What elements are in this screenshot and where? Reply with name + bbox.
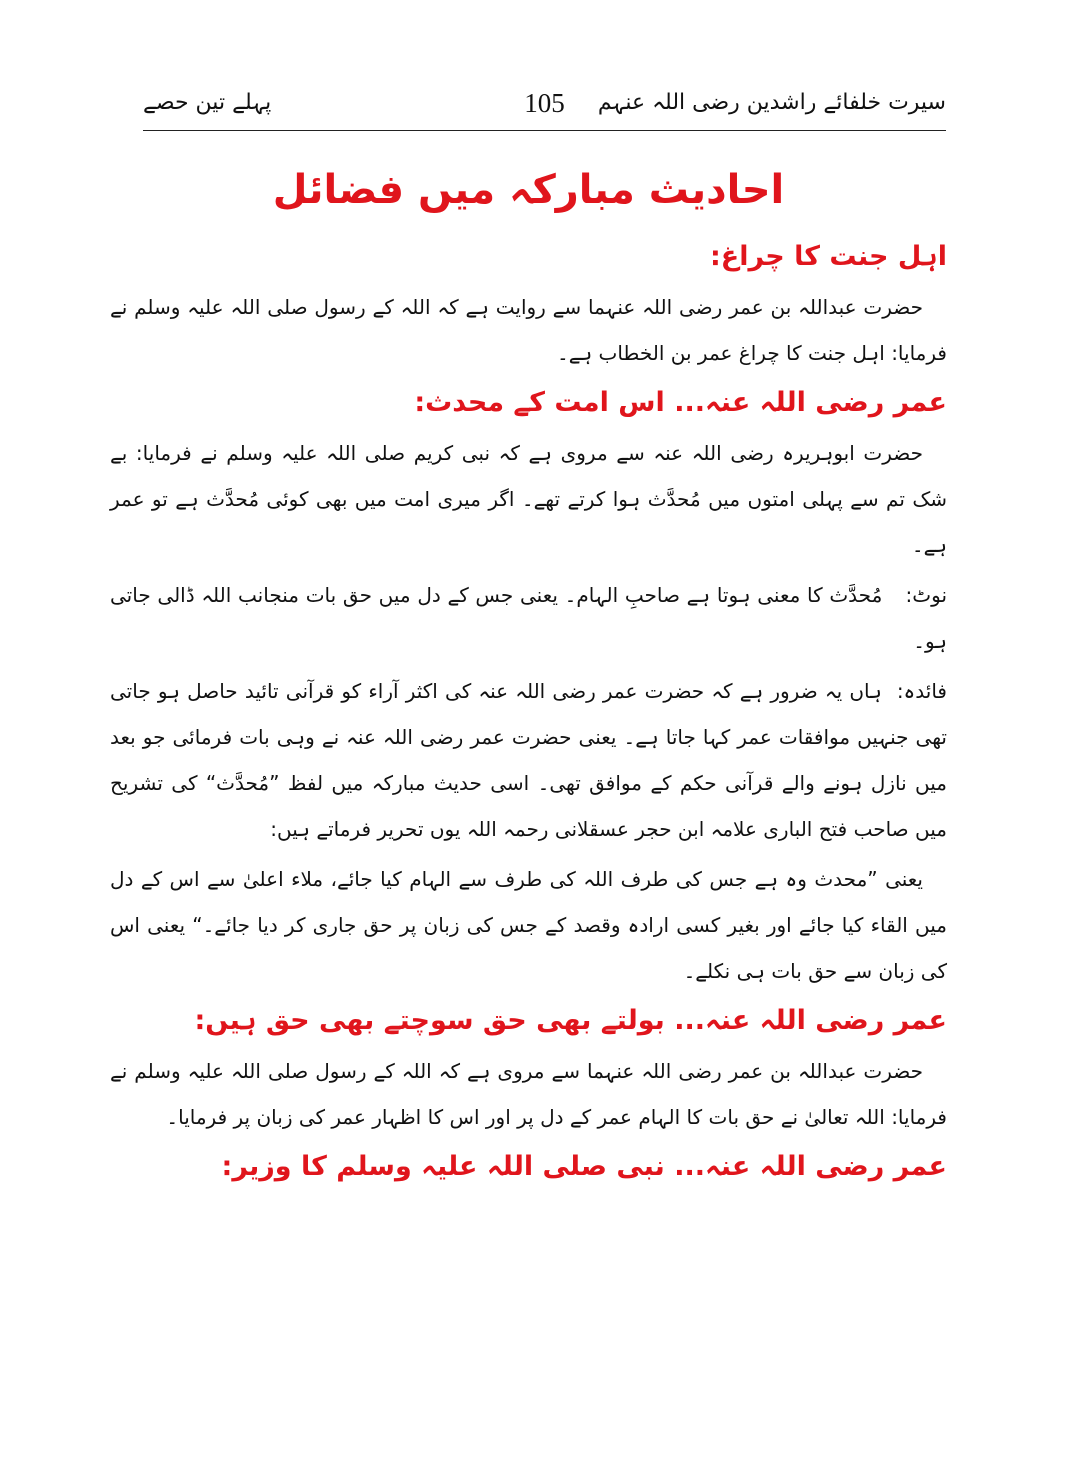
- hadith-paragraph: حضرت عبداللہ بن عمر رضی اللہ عنہما سے مروی ہے کہ اللہ کے رسول صلی اللہ علیہ وسلم نے فرمایا: اللہ تعالیٰ نے حق بات کا الہام عمر کے دل پر اور اس کا اظہار عمر کی زبان پر فرمایا۔: [110, 1059, 947, 1129]
- note-text: مُحدَّث کا معنی ہوتا ہے صاحبِ الہام۔ یعنی جس کے دل میں حق بات منجانب اللہ ڈالی جاتی ہو۔: [110, 583, 947, 653]
- section-heading-speaks-truth: عمر رضی اللہ عنہ... بولتے بھی حق سوچتے بھی حق ہیں:: [194, 1005, 947, 1036]
- section-heading-vizier: عمر رضی اللہ عنہ... نبی صلی اللہ علیہ وسلم کا وزیر:: [221, 1151, 947, 1182]
- page-number: 105: [524, 88, 565, 118]
- quote-paragraph: یعنی ”محدث وہ ہے جس کی طرف اللہ کی طرف سے الہام کیا جائے، ملاء اعلیٰ سے اس کے دل میں القاء کیا جائے اور بغیر کسی ارادہ وقصد کے جس کی زبان پر حق جاری کر دیا جائے۔“ یعنی اس کی زبان سے حق بات ہی نکلے۔: [110, 867, 947, 983]
- note-label: نوٹ:: [905, 583, 948, 607]
- running-header: [143, 86, 946, 131]
- section-heading-muhaddath: عمر رضی اللہ عنہ... اس امت کے محدث:: [414, 387, 947, 418]
- header-book-title: سیرت خلفائے راشدین رضی اللہ عنہم: [597, 90, 946, 115]
- note-paragraph: [110, 572, 947, 664]
- hadith-paragraph: حضرت عبداللہ بن عمر رضی اللہ عنہما سے روایت ہے کہ اللہ کے رسول صلی اللہ علیہ وسلم نے فرمایا: اہل جنت کا چراغ عمر بن الخطاب ہے۔: [110, 295, 947, 365]
- section-heading-lamp-of-paradise: اہل جنت کا چراغ:: [709, 241, 947, 272]
- header-part-label: پہلے تین حصے: [143, 90, 272, 115]
- benefit-paragraph: [110, 668, 947, 852]
- benefit-label: فائدہ:: [896, 679, 947, 703]
- benefit-text: ہاں یہ ضرور ہے کہ حضرت عمر رضی اللہ عنہ کی اکثر آراء کو قرآنی تائید حاصل ہو جاتی تھی جنہیں موافقات عمر کہا جاتا ہے۔ یعنی حضرت عمر رضی اللہ عنہ نے وہی بات فرمائی جو بعد میں نازل ہونے والے قرآنی حکم کے موافق تھی۔ اسی حدیث مبارکہ میں لفظ ”مُحدَّث“ کی تشریح میں صاحب فتح الباری علامہ ابن حجر عسقلانی رحمہ اللہ یوں تحریر فرماتے ہیں:: [110, 679, 947, 841]
- hadith-paragraph: حضرت ابوہریرہ رضی اللہ عنہ سے مروی ہے کہ نبی کریم صلی اللہ علیہ وسلم نے فرمایا: بے شک تم سے پہلی امتوں میں مُحدَّث ہوا کرتے تھے۔ اگر میری امت میں بھی کوئی مُحدَّث ہے تو عمر ہے۔: [110, 441, 947, 557]
- page-title: احادیث مبارکہ میں فضائل: [272, 167, 785, 213]
- page-content: [110, 160, 947, 1190]
